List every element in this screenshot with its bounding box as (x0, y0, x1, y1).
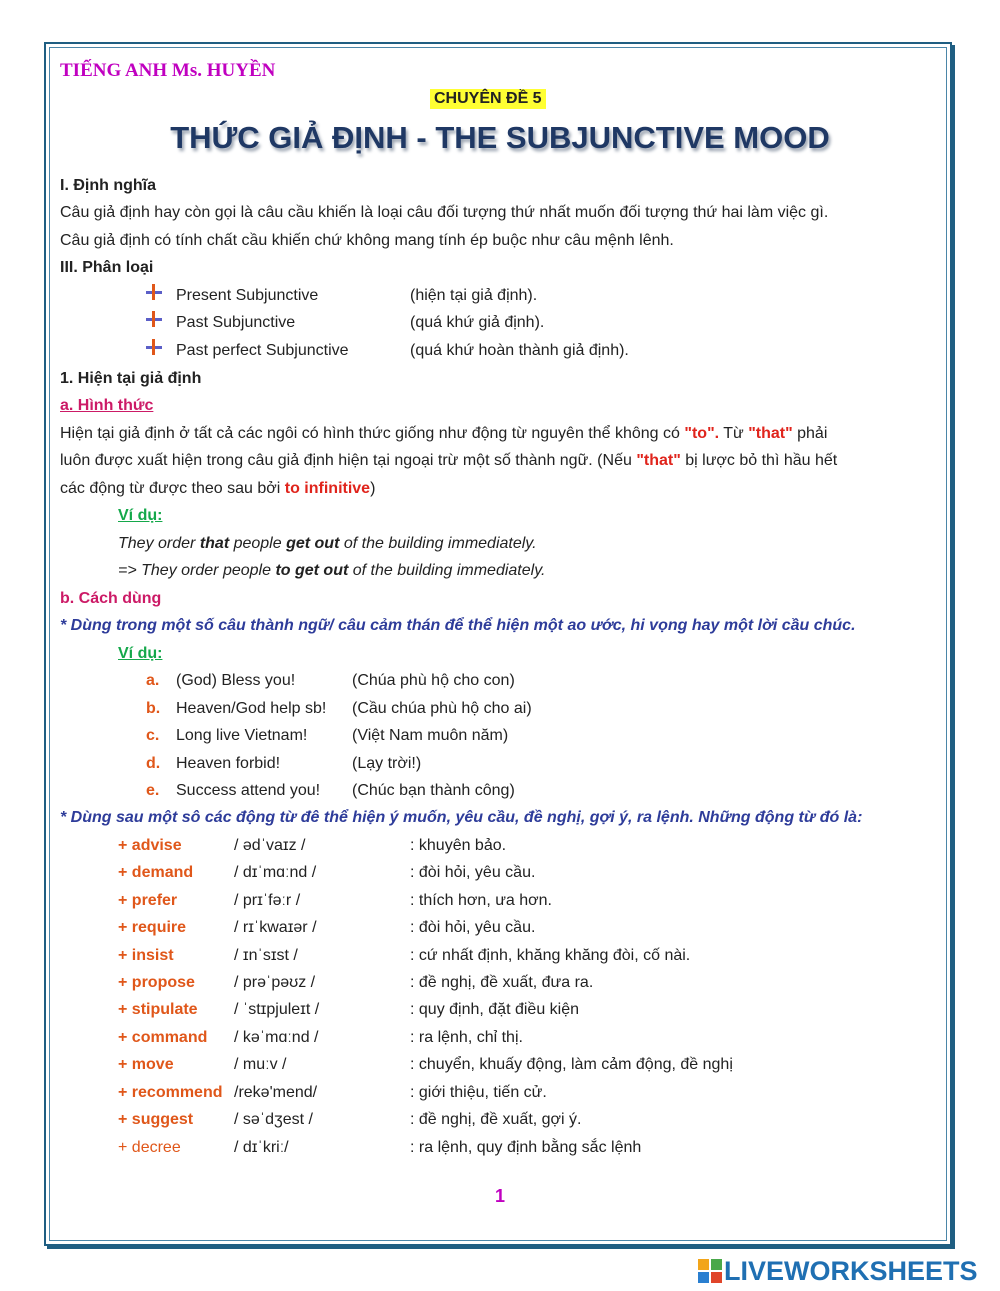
idiom-letter: e. (146, 782, 160, 799)
classification-heading: III. Phân loại (60, 259, 154, 276)
idiom-english: Success attend you! (176, 782, 321, 799)
verb-word: + move (118, 1056, 174, 1073)
usage-rule-2: * Dùng sau một sô các động từ đê thể hiện ý muốn, yêu cầu, đề nghị, gợi ý, ra lệnh. Những động từ đó là: (60, 809, 863, 826)
form-paragraph-line-3 (60, 475, 375, 503)
verb-word: + suggest (118, 1111, 194, 1128)
verb-ipa: / dɪˈmɑːnd / (234, 864, 317, 881)
example-sentence-1 (118, 530, 537, 558)
subjunctive-type-term: Past perfect Subjunctive (176, 342, 349, 359)
verb-word: + stipulate (118, 1001, 198, 1018)
verb-meaning: : thích hơn, ưa hơn. (410, 892, 552, 909)
arrow-bullet-icon (146, 284, 162, 300)
verb-meaning: : đòi hỏi, yêu cầu. (410, 919, 536, 936)
highlight-to: "to". (684, 425, 720, 442)
subjunctive-type-meaning: (hiện tại giả định). (410, 287, 538, 304)
highlight-infinitive: to infinitive (284, 480, 371, 497)
text-span: that (199, 535, 230, 552)
highlight-that: "that" (748, 425, 793, 442)
form-paragraph-line-2 (60, 447, 837, 475)
arrow-bullet-icon (146, 339, 162, 355)
idiom-vietnamese: (Việt Nam muôn năm) (352, 727, 509, 744)
verb-ipa: / muːv / (234, 1056, 287, 1073)
liveworksheets-logo (698, 1256, 978, 1287)
highlight-that: "that" (636, 452, 681, 469)
text-span: Hiện tại giả định ở tất cả các ngôi có hình thức giống như động từ nguyên thể không có (60, 425, 685, 442)
text-span: các động từ được theo sau bởi (60, 480, 285, 497)
idiom-vietnamese: (Chúc bạn thành công) (352, 782, 515, 799)
verb-word: + prefer (118, 892, 178, 909)
list-item (146, 309, 162, 337)
text-span: luôn được xuất hiện trong câu giả định hiện tại ngoại trừ một số thành ngữ. (Nếu (60, 452, 637, 469)
verb-meaning: : giới thiệu, tiến cử. (410, 1084, 547, 1101)
text-span: people (229, 535, 287, 552)
verb-meaning: : đề nghị, đề xuất, gợi ý. (410, 1111, 582, 1128)
example-label: Ví dụ: (118, 645, 163, 662)
form-paragraph-line-1 (60, 420, 827, 448)
verb-meaning: : đề nghị, đề xuất, đưa ra. (410, 974, 594, 991)
verb-ipa: / prəˈpəʊz / (234, 974, 316, 991)
text-span: of the building immediately. (339, 535, 537, 552)
idiom-letter: d. (146, 755, 161, 772)
topic-label: CHUYÊN ĐỀ 5 (430, 89, 546, 109)
idiom-vietnamese: (Cầu chúa phù hộ cho ai) (352, 700, 532, 717)
form-heading: a. Hình thức (60, 397, 154, 414)
verb-ipa: / səˈdʒest / (234, 1111, 313, 1128)
idiom-letter: c. (146, 727, 160, 744)
logo-text: LIVEWORKSHEETS (724, 1256, 978, 1286)
verb-word: + command (118, 1029, 208, 1046)
verb-meaning: : ra lệnh, chỉ thị. (410, 1029, 523, 1046)
logo-icon (698, 1259, 722, 1283)
usage-heading: b. Cách dùng (60, 590, 162, 607)
text-span: phải (792, 425, 828, 442)
page-number: 1 (494, 1186, 505, 1206)
list-item (146, 337, 162, 365)
subjunctive-type-meaning: (quá khứ giả định). (410, 314, 545, 331)
verb-ipa: / ˈstɪpjuleɪt / (234, 1001, 320, 1018)
verb-ipa: / kəˈmɑːnd / (234, 1029, 319, 1046)
verb-meaning: : đòi hỏi, yêu cầu. (410, 864, 536, 881)
definition-heading: I. Định nghĩa (60, 177, 156, 194)
subjunctive-type-meaning: (quá khứ hoàn thành giả định). (410, 342, 629, 359)
idiom-english: Heaven/God help sb! (176, 700, 327, 717)
idiom-english: Long live Vietnam! (176, 727, 308, 744)
verb-ipa: / ədˈvaɪz / (234, 837, 306, 854)
subjunctive-type-term: Past Subjunctive (176, 314, 296, 331)
text-span: bị lược bỏ thì hầu hết (680, 452, 838, 469)
page-title: THỨC GIẢ ĐỊNH - THE SUBJUNCTIVE MOOD (170, 120, 830, 155)
idiom-letter: a. (146, 672, 160, 689)
verb-meaning: : khuyên bảo. (410, 837, 507, 854)
definition-line-1: Câu giả định hay còn gọi là câu cầu khiến là loại câu đối tượng thứ nhất muốn đối tượng thứ hai làm việc gì. (60, 204, 829, 221)
verb-meaning: : quy định, đặt điều kiện (410, 1001, 580, 1018)
text-span: They order (118, 535, 200, 552)
verb-meaning: : cứ nhất định, khăng khăng đòi, cố nài. (410, 947, 691, 964)
verb-ipa: / rɪˈkwaɪər / (234, 919, 317, 936)
text-span: Từ (719, 425, 749, 442)
verb-meaning: : chuyển, khuấy động, làm cảm động, đề nghị (410, 1056, 733, 1073)
verb-ipa: /rekə'mend/ (234, 1084, 318, 1101)
verb-word: + recommend (118, 1084, 223, 1101)
verb-ipa: / dɪˈkriː/ (234, 1139, 289, 1156)
verb-ipa: / ɪnˈsɪst / (234, 947, 298, 964)
verb-word: + demand (118, 864, 194, 881)
example-sentence-2 (118, 557, 545, 585)
verb-meaning: : ra lệnh, quy định bằng sắc lệnh (410, 1139, 642, 1156)
verb-word: + decree (118, 1139, 181, 1156)
text-span: ) (370, 480, 376, 497)
brand-label: TIẾNG ANH Ms. HUYỀN (60, 60, 276, 81)
text-span: to get out (275, 562, 349, 579)
arrow-bullet-icon (146, 311, 162, 327)
text-span: => They order people (118, 562, 276, 579)
example-label: Ví dụ: (118, 507, 163, 524)
idiom-letter: b. (146, 700, 161, 717)
idiom-english: Heaven forbid! (176, 755, 281, 772)
list-item (146, 282, 162, 310)
idiom-vietnamese: (Lạy trời!) (352, 755, 422, 772)
verb-word: + require (118, 919, 187, 936)
verb-ipa: / prɪˈfəːr / (234, 892, 301, 909)
text-span: of the building immediately. (348, 562, 546, 579)
verb-word: + insist (118, 947, 174, 964)
definition-line-2: Câu giả định có tính chất cầu khiến chứ không mang tính ép buộc như câu mệnh lênh. (60, 232, 674, 249)
idiom-english: (God) Bless you! (176, 672, 296, 689)
subjunctive-type-term: Present Subjunctive (176, 287, 319, 304)
text-span: get out (286, 535, 340, 552)
present-subjunctive-heading: 1. Hiện tại giả định (60, 370, 202, 387)
usage-rule-1: * Dùng trong một số câu thành ngữ/ câu cảm thán để thể hiện một ao ước, hi vọng hay một lời cầu chúc. (60, 617, 856, 634)
verb-word: + advise (118, 837, 182, 854)
idiom-vietnamese: (Chúa phù hộ cho con) (352, 672, 515, 689)
verb-word: + propose (118, 974, 195, 991)
